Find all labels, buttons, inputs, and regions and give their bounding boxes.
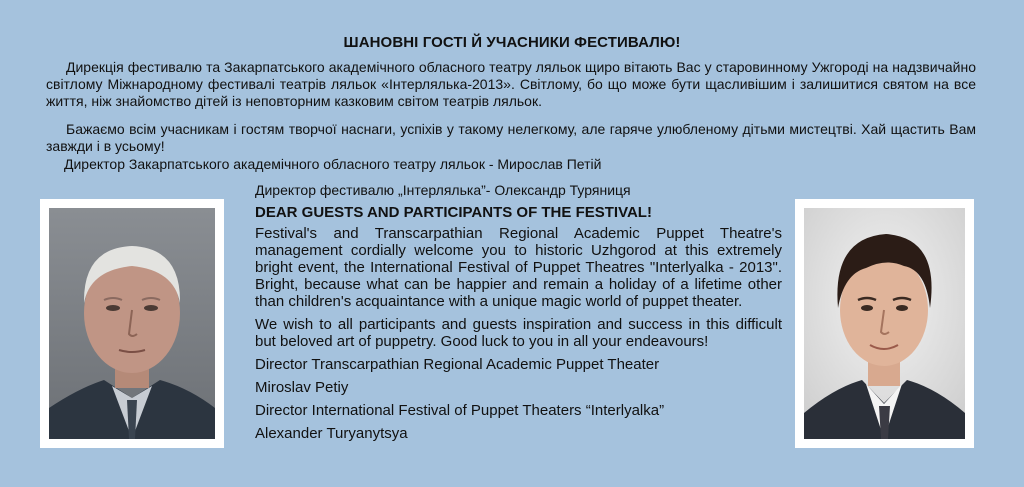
elderly-man-portrait-image [49, 208, 215, 439]
ukrainian-title: ШАНОВНІ ГОСТІ Й УЧАСНИКИ ФЕСТИВАЛЮ! [343, 34, 681, 51]
english-paragraph-1: Festival's and Transcarpathian Regional Academic Puppet Theatre's management cordially welcome you to historic Uzhgorod at this extremely bright event, the International Festival of Puppet Theatres "Interlyalka - 2013". Bright, because what can be happier and remain a holiday of a lifetime other than children's acquaintance with a unique magic world of puppet theater. [255, 225, 782, 310]
english-signature-2-name: Alexander Turyanytsya [255, 425, 408, 442]
ukrainian-paragraph-2: Бажаємо всім учасникам і гостям творчої наснаги, успіхів у такому нелегкому, але гаряче улюбленому дітьми мистецтві. Хай щастить Вам завжди і в усьому! [46, 121, 976, 154]
portrait-photo-festival-director [795, 199, 974, 448]
portrait-photo-theatre-director [40, 199, 224, 448]
english-signature-1-title: Director Transcarpathian Regional Academic Puppet Theater [255, 356, 660, 373]
english-signature-2-title: Director International Festival of Puppet Theaters “Interlyalka” [255, 402, 665, 419]
english-title: DEAR GUESTS AND PARTICIPANTS OF THE FESTIVAL! [255, 204, 652, 221]
ukrainian-signature-theatre-director: Директор Закарпатського академічного обласного театру ляльок - Мирослав Петій [64, 156, 602, 172]
english-signature-1-name: Miroslav Petiy [255, 379, 349, 396]
ukrainian-paragraph-1: Дирекція фестивалю та Закарпатського академічного обласного театру ляльок щиро вітають Вас у старовинному Ужгороді на надзвичайно світлому Міжнародному фестивалі театрів ляльок «Інтерлялька-2013». Світлому, бо що може бути щасливішим і залишитися святом на все життя, ніж знайомство дітей із неповторним казковим світом театрів ляльок. [46, 59, 976, 109]
english-paragraph-2: We wish to all participants and guests inspiration and success in this difficult but beloved art of puppetry. Good luck to you in all your endeavours! [255, 316, 782, 350]
younger-man-portrait-image [804, 208, 965, 439]
english-text-block [255, 204, 782, 448]
ukrainian-signature-festival-director: Директор фестивалю „Інтерлялька”- Олександр Туряниця [255, 182, 631, 198]
